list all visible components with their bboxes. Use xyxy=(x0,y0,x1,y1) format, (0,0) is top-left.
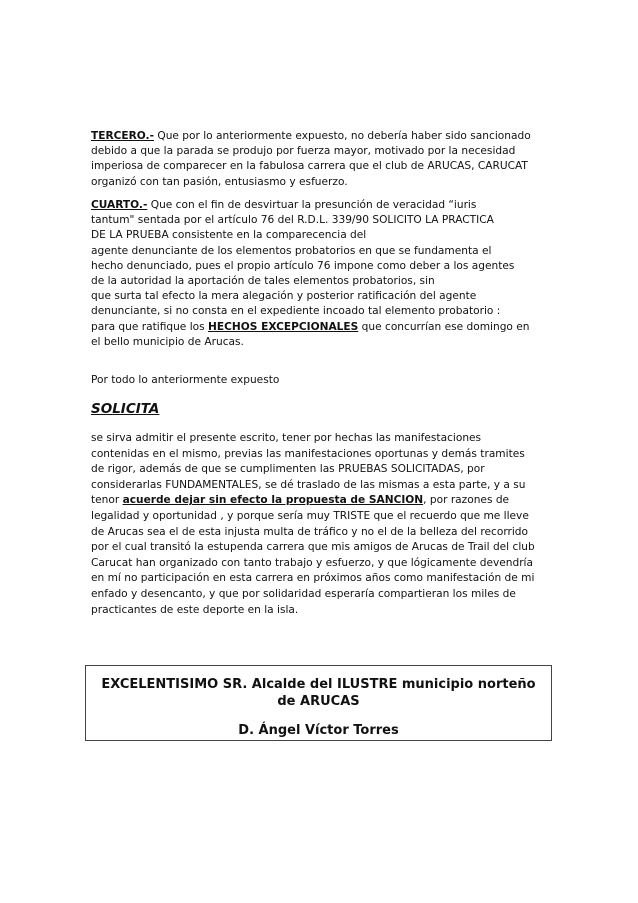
solicita-heading: SOLICITA xyxy=(91,401,160,417)
addressee-name: D. Ángel Víctor Torres xyxy=(238,723,399,738)
paragraph-tercero: TERCERO.- Que por lo anteriormente expuesto, no debería haber sido sancionado debido a que la parada se produjo por fuerza mayor, motivado por la necesidad imperiosa de comparecer en la fabulosa carrera que el club de ARUCAS, CARUCAT organizó con tan pasión, entusiasmo y esfuerzo. xyxy=(91,130,531,188)
hechos-excepcionales: HECHOS EXCEPCIONALES xyxy=(208,320,359,333)
intro-text: Por todo lo anteriormente expuesto xyxy=(91,374,280,386)
acuerde-dejar-sin-efecto: acuerde dejar sin efecto la propuesta de SANCION xyxy=(122,494,424,507)
addressee-line2: de ARUCAS xyxy=(277,694,360,709)
addressee-line1: EXCELENTISIMO SR. Alcalde del ILUSTRE municipio norteño xyxy=(101,677,536,692)
paragraph-solicita: se sirva admitir el presente escrito, tener por hechas las manifestaciones contenidas en el mismo, previas las manifestaciones oportunas y demás tramites de rigor, además de que se cumplimenten las PRUEBAS SOLICITADAS, por considerarlas FUNDAMENTALES, se dé traslado de las mismas a esta parte, y a su tenor acuerde dejar sin efecto la propuesta de SANCION, por razones de legalidad y oportunidad , y porque sería muy TRISTE que el recuerdo que me lleve de Arucas sea el de esta injusta multa de tráfico y no el de la belleza del recorrido por el cual transitó la estupenda carrera que mis amigos de Arucas de Trail del club Carucat han organizado con tanto trabajo y esfuerzo, y que lógicamente devendría en mí no participación en esta carrera en próximos años como manifestación de mi enfado y desencanto, y que por solidaridad esperaría compartieran los miles de practicantes de este deporte en la isla. xyxy=(91,432,535,616)
tercero-label: TERCERO.- xyxy=(91,130,154,142)
addressee-box xyxy=(85,665,552,741)
paragraph-cuarto: CUARTO.- Que con el fin de desvirtuar la presunción de veracidad “iuris tantum" sentada por el artículo 76 del R.D.L. 339/90 SOLICITO LA PRACTICA DE LA PRUEBA consistente en la comparecencia del agente denunciante de los elementos probatorios en que se fundamenta el hecho denunciado, pues el propio artículo 76 impone como deber a los agentes de la autoridad la aportación de tales elementos probatorios, sin que surta tal efecto la mera alegación y posterior ratificación del agente denunciante, si no consta en el expediente incoado tal elemento probatorio : para que ratifique los HECHOS EXCEPCIONALES que concurrían ese domingo en el bello municipio de Arucas. xyxy=(91,199,530,348)
cuarto-label: CUARTO.- xyxy=(91,199,148,211)
